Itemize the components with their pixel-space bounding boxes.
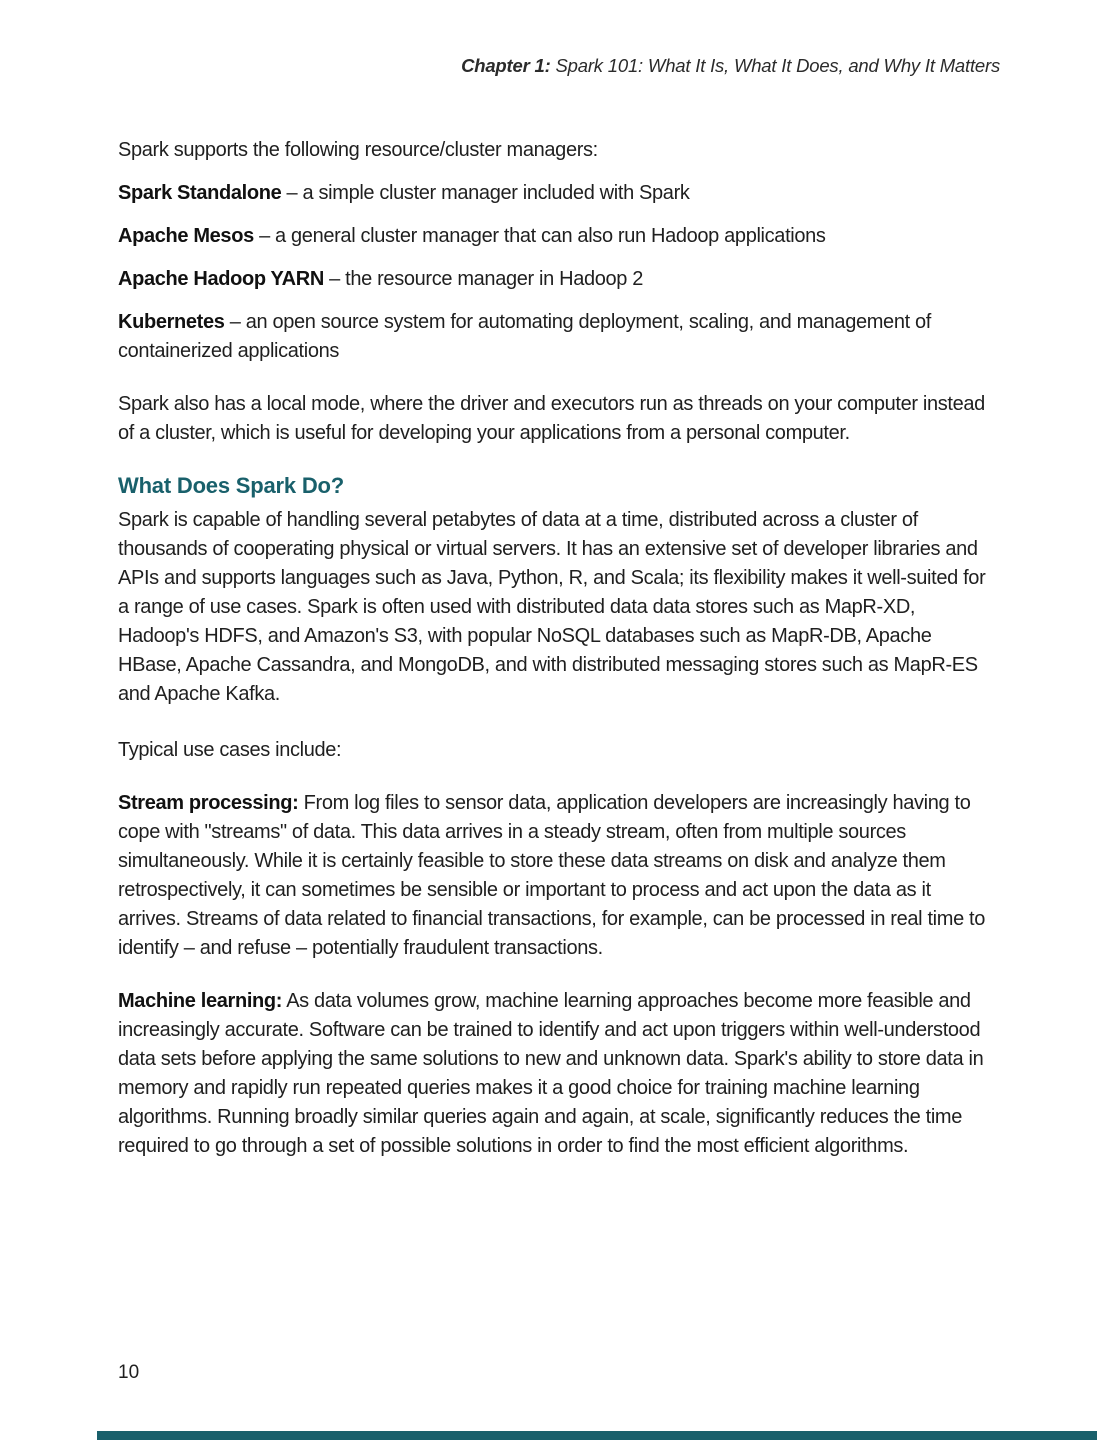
page-number: 10 [118, 1362, 140, 1383]
use-case-name: Machine learning: [118, 990, 283, 1012]
manager-item [118, 308, 990, 366]
manager-item [118, 222, 990, 251]
chapter-label: Chapter 1: [461, 55, 551, 76]
footer-accent-bar [97, 1431, 1097, 1440]
use-case-description: As data volumes grow, machine learning approaches become more feasible and increasingly accurate. Software can be trained to identify and act upon triggers within well-understood data sets before applying the same solutions to new and unknown data. Spark's ability to store data in memory and rapidly run repeated queries makes it a good choice for training machine learning algorithms. Running broadly similar queries again and again, at scale, significantly reduces the time required to go through a set of possible solutions in order to find the most efficient algorithms. [118, 990, 984, 1157]
manager-item [118, 179, 990, 208]
manager-description: – an open source system for automating deployment, scaling, and management of containerized applications [118, 311, 931, 362]
use-case-name: Stream processing: [118, 792, 299, 814]
manager-name: Apache Mesos [118, 225, 254, 247]
use-case-paragraph [118, 789, 990, 963]
manager-name: Kubernetes [118, 311, 225, 333]
intro-paragraph: Spark supports the following resource/cluster managers: [118, 139, 598, 161]
page-body [118, 136, 990, 1175]
manager-item [118, 265, 990, 294]
manager-description: – the resource manager in Hadoop 2 [323, 268, 644, 290]
use-cases-intro: Typical use cases include: [118, 739, 342, 761]
running-header [461, 55, 1000, 77]
manager-name: Apache Hadoop YARN [118, 268, 324, 290]
section-paragraph: Spark is capable of handling several petabytes of data at a time, distributed across a cluster of thousands of cooperating physical or virtual servers. It has an extensive set of developer libraries and APIs and supports languages such as Java, Python, R, and Scala; its flexibility makes it well-suited for a range of use cases. Spark is often used with distributed data data stores such as MapR-XD, Hadoop's HDFS, and Amazon's S3, with popular NoSQL databases such as MapR-DB, Apache HBase, Apache Cassandra, and MongoDB, and with distributed messaging stores such as MapR-ES and Apache Kafka. [118, 509, 986, 705]
section-heading: What Does Spark Do? [118, 473, 345, 498]
use-case-description: From log files to sensor data, application developers are increasingly having to cope with "streams" of data. This data arrives in a steady stream, often from multiple sources simultaneously. While it is certainly feasible to store these data streams on disk and analyze them retrospectively, it can sometimes be sensible or important to process and act upon the data as it arrives. Streams of data related to financial transactions, for example, can be processed in real time to identify – and refuse – potentially fraudulent transactions. [118, 792, 986, 959]
manager-description: – a general cluster manager that can also run Hadoop applications [253, 225, 826, 247]
chapter-title: Spark 101: What It Is, What It Does, and Why It Matters [550, 55, 1000, 76]
use-case-paragraph [118, 987, 990, 1161]
manager-name: Spark Standalone [118, 182, 282, 204]
local-mode-paragraph: Spark also has a local mode, where the driver and executors run as threads on your computer instead of a cluster, which is useful for developing your applications from a personal computer. [118, 393, 985, 444]
manager-description: – a simple cluster manager included with Spark [281, 182, 690, 204]
